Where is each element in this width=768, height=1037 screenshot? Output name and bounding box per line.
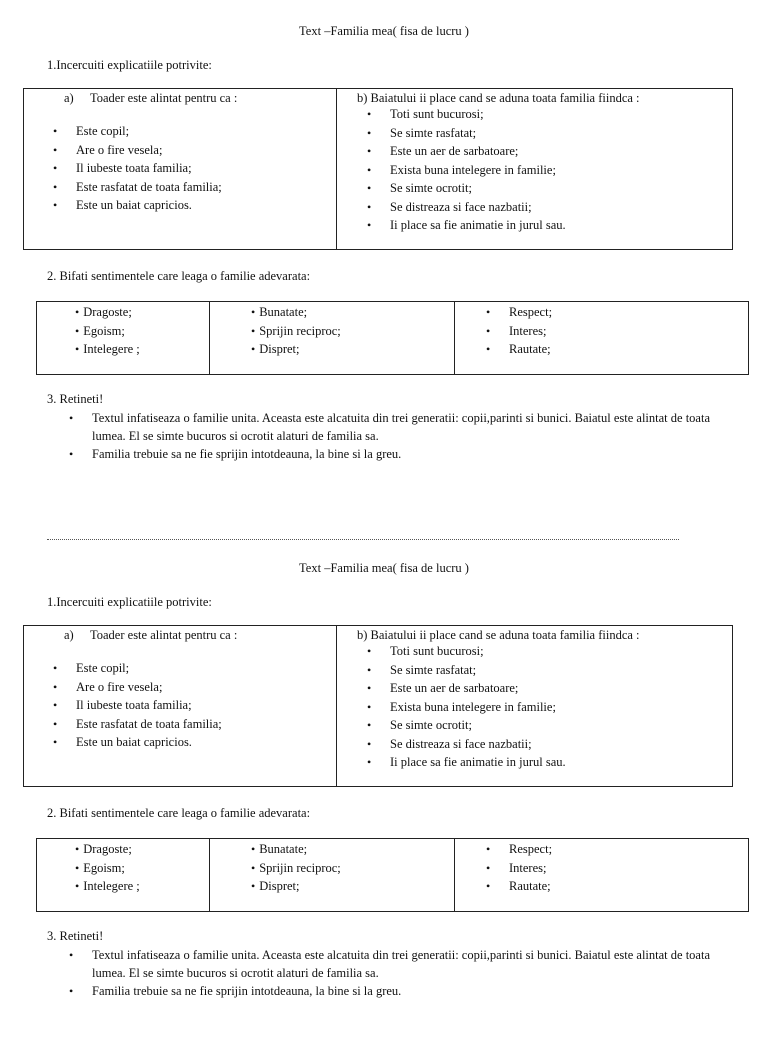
column-a-heading-text: Toader este alintat pentru ca : <box>90 91 238 105</box>
worksheet-title: Text –Familia mea( fisa de lucru ) <box>299 24 469 38</box>
option-item[interactable]: • Exista buna intelegere in familie; <box>390 698 566 717</box>
option-item[interactable]: • Are o fire vesela; <box>76 141 222 160</box>
notes-list <box>92 946 732 1000</box>
exercise-1-column-a <box>24 626 337 786</box>
column-a-options <box>76 659 222 752</box>
option-item[interactable]: • Se distreaza si face nazbatii; <box>390 198 566 217</box>
feeling-item[interactable]: • Dispret; <box>251 877 341 896</box>
feelings-column-3 <box>455 839 748 911</box>
option-item[interactable]: • Este un aer de sarbatoare; <box>390 142 566 161</box>
exercise-1-column-b <box>337 89 732 249</box>
exercise-2-table <box>36 838 749 912</box>
option-item[interactable]: • Toti sunt bucurosi; <box>390 105 566 124</box>
feeling-item[interactable]: • Bunatate; <box>251 303 341 322</box>
note-item: • Textul infatiseaza o familie unita. Aceasta este alcatuita din trei generatii: copii,parinti si bunici. Baiatul este alintat de toata lumea. El se simte bucuros si ocrotit alaturi de familia sa. <box>92 409 732 445</box>
column-b-options <box>390 642 566 772</box>
option-item[interactable]: • Se distreaza si face nazbatii; <box>390 735 566 754</box>
option-item[interactable]: • Se simte rasfatat; <box>390 124 566 143</box>
exercise-2-table <box>36 301 749 375</box>
note-item: • Familia trebuie sa ne fie sprijin intotdeauna, la bine si la greu. <box>92 982 732 1000</box>
note-item: • Familia trebuie sa ne fie sprijin intotdeauna, la bine si la greu. <box>92 445 732 463</box>
option-item[interactable]: • Ii place sa fie animatie in jurul sau. <box>390 753 566 772</box>
exercise-3-label: 3. Retineti! <box>47 929 104 943</box>
option-item[interactable]: • Este copil; <box>76 122 222 141</box>
column-b-heading: b) Baiatului ii place cand se aduna toata familia fiindca : <box>357 91 640 105</box>
column-a-marker: a) <box>64 628 74 642</box>
exercise-1-column-b <box>337 626 732 786</box>
exercise-1-table <box>23 88 733 250</box>
exercise-1-table <box>23 625 733 787</box>
feelings-column-3 <box>455 302 748 374</box>
option-item[interactable]: • Exista buna intelegere in familie; <box>390 161 566 180</box>
feeling-item[interactable]: • Intelegere ; <box>75 877 140 896</box>
option-item[interactable]: • Are o fire vesela; <box>76 678 222 697</box>
note-item: • Textul infatiseaza o familie unita. Aceasta este alcatuita din trei generatii: copii,parinti si bunici. Baiatul este alintat de toata lumea. El se simte bucuros si ocrotit alaturi de familia sa. <box>92 946 732 982</box>
option-item[interactable]: • Se simte ocrotit; <box>390 716 566 735</box>
feelings-column-1 <box>37 302 210 374</box>
column-a-heading <box>64 91 237 106</box>
option-item[interactable]: • Il iubeste toata familia; <box>76 159 222 178</box>
option-item[interactable]: • Se simte rasfatat; <box>390 661 566 680</box>
worksheet-copy-1 <box>0 0 768 500</box>
option-item[interactable]: • Este un aer de sarbatoare; <box>390 679 566 698</box>
column-b-heading: b) Baiatului ii place cand se aduna toata familia fiindca : <box>357 628 640 642</box>
feeling-item[interactable]: • Dragoste; <box>75 840 140 859</box>
feeling-item[interactable]: • Egoism; <box>75 859 140 878</box>
option-item[interactable]: • Este un baiat capricios. <box>76 733 222 752</box>
feeling-item[interactable]: • Sprijin reciproc; <box>251 322 341 341</box>
feelings-column-1 <box>37 839 210 911</box>
feeling-item[interactable]: • Rautate; <box>509 340 552 359</box>
option-item[interactable]: • Il iubeste toata familia; <box>76 696 222 715</box>
option-item[interactable]: • Se simte ocrotit; <box>390 179 566 198</box>
feeling-item[interactable]: • Bunatate; <box>251 840 341 859</box>
feeling-item[interactable]: • Dragoste; <box>75 303 140 322</box>
column-a-options <box>76 122 222 215</box>
option-item[interactable]: • Este rasfatat de toata familia; <box>76 715 222 734</box>
exercise-2-label: 2. Bifati sentimentele care leaga o familie adevarata: <box>47 269 311 283</box>
feelings-column-2 <box>210 839 455 911</box>
feelings-column-2 <box>210 302 455 374</box>
feeling-item[interactable]: • Interes; <box>509 859 552 878</box>
feeling-item[interactable]: • Intelegere ; <box>75 340 140 359</box>
column-a-heading <box>64 628 237 643</box>
exercise-2-label: 2. Bifati sentimentele care leaga o familie adevarata: <box>47 806 311 820</box>
feeling-item[interactable]: • Respect; <box>509 303 552 322</box>
worksheet-title: Text –Familia mea( fisa de lucru ) <box>299 561 469 575</box>
feeling-item[interactable]: • Egoism; <box>75 322 140 341</box>
worksheet-copy-2 <box>0 537 768 1037</box>
feeling-item[interactable]: • Rautate; <box>509 877 552 896</box>
option-item[interactable]: • Ii place sa fie animatie in jurul sau. <box>390 216 566 235</box>
feeling-item[interactable]: • Dispret; <box>251 340 341 359</box>
column-a-marker: a) <box>64 91 74 105</box>
exercise-1-label: 1.Incercuiti explicatiile potrivite: <box>47 595 212 609</box>
notes-list <box>92 409 732 463</box>
option-item[interactable]: • Toti sunt bucurosi; <box>390 642 566 661</box>
feeling-item[interactable]: • Interes; <box>509 322 552 341</box>
feeling-item[interactable]: • Sprijin reciproc; <box>251 859 341 878</box>
option-item[interactable]: • Este rasfatat de toata familia; <box>76 178 222 197</box>
exercise-3-label: 3. Retineti! <box>47 392 104 406</box>
feeling-item[interactable]: • Respect; <box>509 840 552 859</box>
column-a-heading-text: Toader este alintat pentru ca : <box>90 628 238 642</box>
option-item[interactable]: • Este un baiat capricios. <box>76 196 222 215</box>
exercise-1-column-a <box>24 89 337 249</box>
exercise-1-label: 1.Incercuiti explicatiile potrivite: <box>47 58 212 72</box>
column-b-options <box>390 105 566 235</box>
option-item[interactable]: • Este copil; <box>76 659 222 678</box>
